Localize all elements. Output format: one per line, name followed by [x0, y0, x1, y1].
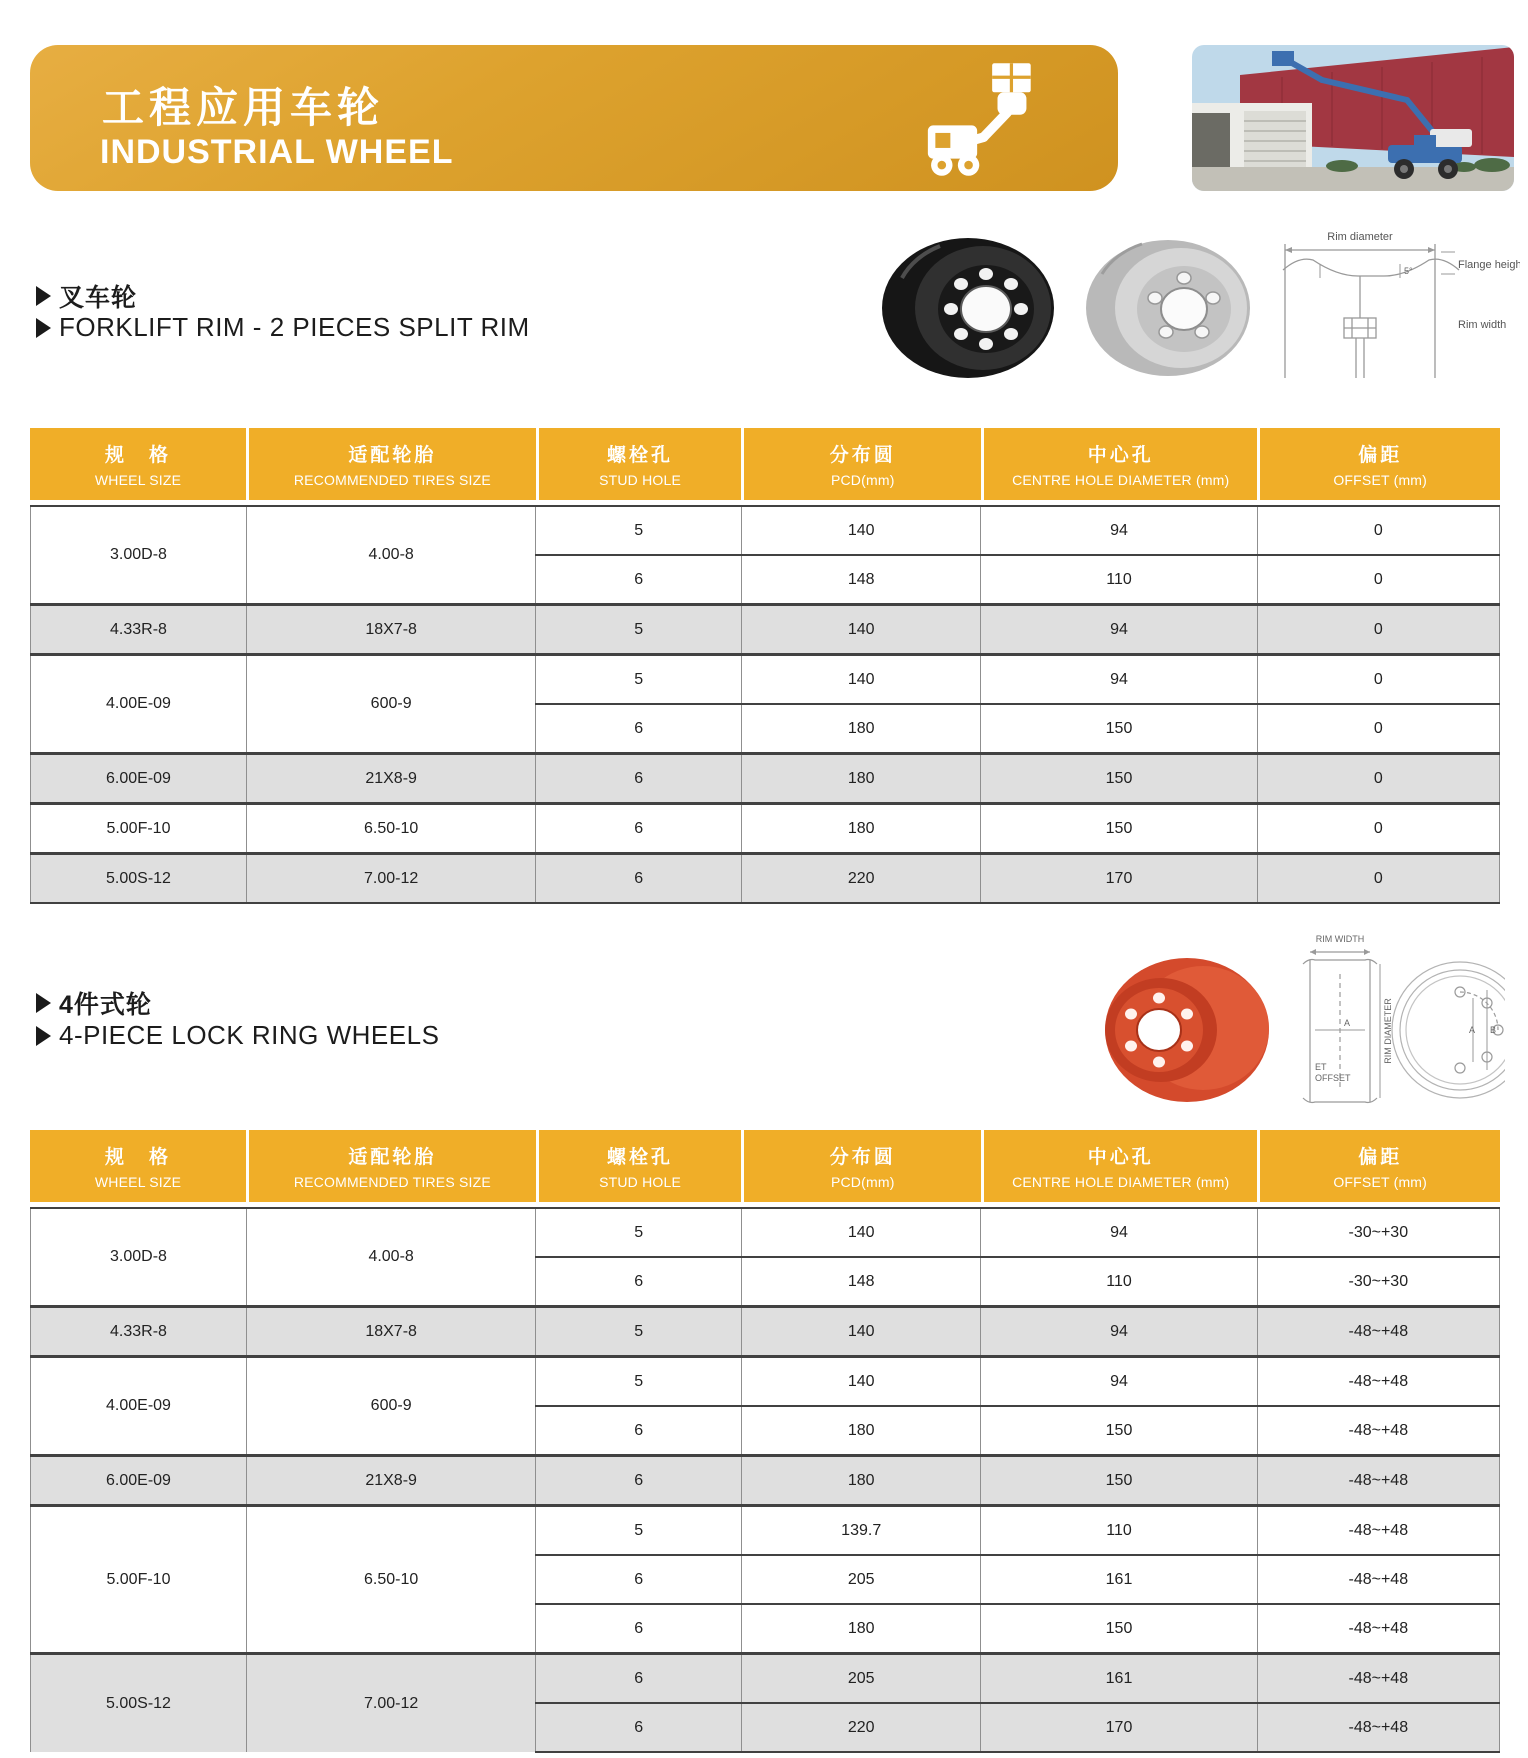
table-row	[31, 1456, 1500, 1506]
tire-size-cell: 600-9	[246, 1357, 535, 1456]
wheel-size-cell: 6.00E-09	[31, 1456, 247, 1506]
tire-size-cell: 6.50-10	[246, 1506, 535, 1654]
centre-hole-cell: 110	[981, 555, 1257, 605]
centre-hole-cell: 170	[981, 854, 1257, 904]
stud-hole-cell: 5	[536, 605, 742, 655]
column-header	[246, 428, 536, 500]
pcd-cell: 180	[741, 1406, 980, 1456]
wheel-size-cell: 5.00F-10	[31, 804, 247, 854]
table-header	[30, 428, 1500, 500]
column-header-zh: 中心孔	[1087, 1147, 1154, 1168]
column-header	[536, 428, 742, 500]
pcd-cell: 220	[741, 854, 980, 904]
rim-width-label: Rim width	[1458, 319, 1507, 331]
dim-b-label: B	[1490, 1025, 1497, 1035]
column-header	[536, 1130, 742, 1202]
tire-size-cell: 6.50-10	[246, 804, 535, 854]
column-header	[981, 1130, 1257, 1202]
pcd-cell: 140	[741, 1307, 980, 1357]
pcd-cell: 180	[741, 754, 980, 804]
centre-hole-cell: 110	[981, 1257, 1257, 1307]
tire-size-cell: 18X7-8	[246, 1307, 535, 1357]
column-header-zh: 偏距	[1358, 1147, 1403, 1168]
centre-hole-cell: 94	[981, 1208, 1257, 1257]
rim-width-label: RIM WIDTH	[1315, 934, 1365, 944]
column-header-en: STUD HOLE	[599, 472, 682, 488]
section2-heading-zh	[36, 985, 152, 1021]
table-row	[31, 506, 1500, 555]
wheel-size-cell: 4.00E-09	[31, 655, 247, 754]
stud-hole-cell: 6	[536, 704, 742, 754]
stud-hole-cell: 5	[536, 506, 742, 555]
offset-cell: -48~+48	[1257, 1555, 1499, 1604]
table-row	[31, 605, 1500, 655]
wheel-size-cell: 5.00F-10	[31, 1506, 247, 1654]
column-header-en: PCD(mm)	[830, 472, 895, 488]
pcd-cell: 180	[741, 1456, 980, 1506]
wheel-size-cell: 5.00S-12	[31, 1654, 247, 1753]
wheel-size-cell: 4.00E-09	[31, 1357, 247, 1456]
offset-cell: -48~+48	[1257, 1703, 1499, 1752]
column-header	[1257, 1130, 1500, 1202]
centre-hole-cell: 94	[981, 1357, 1257, 1407]
pcd-cell: 140	[741, 605, 980, 655]
centre-hole-cell: 94	[981, 655, 1257, 705]
column-header-zh: 螺栓孔	[607, 1147, 674, 1168]
table-row	[31, 1208, 1500, 1257]
stud-hole-cell: 6	[536, 1703, 742, 1752]
tire-size-cell: 21X8-9	[246, 1456, 535, 1506]
offset-cell: 0	[1257, 555, 1499, 605]
column-header-zh: 分布圆	[829, 1147, 896, 1168]
offset-cell: -48~+48	[1257, 1406, 1499, 1456]
dim-a2-label: A	[1469, 1025, 1476, 1035]
table-row	[31, 854, 1500, 904]
centre-hole-cell: 150	[981, 704, 1257, 754]
table-row	[31, 655, 1500, 705]
wheel-size-cell: 5.00S-12	[31, 854, 247, 904]
offset-cell: -48~+48	[1257, 1357, 1499, 1407]
pcd-cell: 180	[741, 704, 980, 754]
stud-hole-cell: 5	[536, 1506, 742, 1556]
column-header-en: RECOMMENDED TIRES SIZE	[293, 1174, 491, 1190]
forklift-rim-table	[30, 428, 1500, 904]
table-row	[31, 1307, 1500, 1357]
wheel-size-cell: 3.00D-8	[31, 1208, 247, 1307]
tire-size-cell: 7.00-12	[246, 854, 535, 904]
column-header	[30, 428, 246, 500]
angle-label: 5°	[1404, 266, 1413, 276]
red-wheel-image	[1105, 958, 1269, 1102]
rim-diameter-label: Rim diameter	[1327, 231, 1393, 243]
offset-cell: -48~+48	[1257, 1307, 1499, 1357]
pcd-cell: 205	[741, 1654, 980, 1704]
pcd-cell: 139.7	[741, 1506, 980, 1556]
pcd-cell: 148	[741, 555, 980, 605]
table-row	[31, 1506, 1500, 1556]
lock-ring-diagram	[1303, 934, 1505, 1103]
pcd-cell: 220	[741, 1703, 980, 1752]
offset-cell: 0	[1257, 605, 1499, 655]
offset-cell: -48~+48	[1257, 1604, 1499, 1654]
centre-hole-cell: 170	[981, 1703, 1257, 1752]
pcd-cell: 180	[741, 1604, 980, 1654]
wheel-size-cell: 4.33R-8	[31, 605, 247, 655]
stud-hole-cell: 6	[536, 1406, 742, 1456]
offset-cell: 0	[1257, 506, 1499, 555]
column-header-en: WHEEL SIZE	[94, 1174, 182, 1190]
centre-hole-cell: 161	[981, 1555, 1257, 1604]
section1-images	[880, 228, 1520, 385]
table-header	[30, 1130, 1500, 1202]
column-header	[741, 1130, 981, 1202]
column-header-zh: 中心孔	[1087, 445, 1154, 466]
centre-hole-cell: 94	[981, 605, 1257, 655]
boom-lift-icon	[910, 59, 1040, 179]
section2-images	[1075, 930, 1505, 1125]
centre-hole-cell: 161	[981, 1654, 1257, 1704]
section1-title-zh: 叉车轮	[59, 284, 138, 312]
stud-hole-cell: 6	[536, 1555, 742, 1604]
centre-hole-cell: 94	[981, 506, 1257, 555]
pcd-cell: 140	[741, 1357, 980, 1407]
column-header-en: PCD(mm)	[830, 1174, 895, 1190]
offset-cell: -30~+30	[1257, 1208, 1499, 1257]
dim-a-label: A	[1344, 1018, 1351, 1028]
offset-cell: -48~+48	[1257, 1456, 1499, 1506]
offset-cell: -48~+48	[1257, 1654, 1499, 1704]
stud-hole-cell: 6	[536, 854, 742, 904]
table-row	[31, 804, 1500, 854]
stud-hole-cell: 6	[536, 555, 742, 605]
tire-size-cell: 18X7-8	[246, 605, 535, 655]
centre-hole-cell: 110	[981, 1506, 1257, 1556]
lock-ring-wheel-table	[30, 1130, 1500, 1753]
triangle-bullet-icon	[36, 286, 51, 306]
table-row	[31, 1357, 1500, 1407]
offset-cell: -48~+48	[1257, 1506, 1499, 1556]
pcd-cell: 140	[741, 506, 980, 555]
offset-cell: 0	[1257, 854, 1499, 904]
offset-cell: -30~+30	[1257, 1257, 1499, 1307]
stud-hole-cell: 5	[536, 1307, 742, 1357]
tire-size-cell: 7.00-12	[246, 1654, 535, 1753]
column-header-zh: 适配轮胎	[348, 1147, 437, 1168]
header-banner	[30, 45, 1118, 191]
section2-title-zh: 4件式轮	[59, 991, 152, 1019]
offset-cell: 0	[1257, 655, 1499, 705]
column-header-zh: 螺栓孔	[607, 445, 674, 466]
stud-hole-cell: 5	[536, 1357, 742, 1407]
black-wheel-image	[882, 238, 1054, 378]
column-header-zh: 分布圆	[829, 445, 896, 466]
stud-hole-cell: 5	[536, 1208, 742, 1257]
stud-hole-cell: 5	[536, 655, 742, 705]
section1-title-en: FORKLIFT RIM - 2 PIECES SPLIT RIM	[59, 312, 530, 342]
column-header-en: WHEEL SIZE	[94, 472, 182, 488]
rim-cross-section-diagram	[1283, 231, 1520, 378]
stud-hole-cell: 6	[536, 754, 742, 804]
offset-cell: 0	[1257, 754, 1499, 804]
section2-heading-en	[36, 1020, 439, 1051]
column-header-en: CENTRE HOLE DIAMETER (mm)	[1012, 472, 1230, 488]
pcd-cell: 140	[741, 655, 980, 705]
column-header-en: CENTRE HOLE DIAMETER (mm)	[1012, 1174, 1230, 1190]
column-header-zh: 适配轮胎	[348, 445, 437, 466]
page-title-en: INDUSTRIAL WHEEL	[100, 133, 454, 171]
pcd-cell: 205	[741, 1555, 980, 1604]
stud-hole-cell: 6	[536, 804, 742, 854]
centre-hole-cell: 150	[981, 1604, 1257, 1654]
pcd-cell: 140	[741, 1208, 980, 1257]
column-header-zh: 偏距	[1358, 445, 1403, 466]
table-row	[31, 754, 1500, 804]
tire-size-cell: 600-9	[246, 655, 535, 754]
triangle-bullet-icon	[36, 318, 51, 338]
section1-heading-en	[36, 312, 530, 343]
wheel-size-cell: 6.00E-09	[31, 754, 247, 804]
column-header-en: OFFSET (mm)	[1333, 1174, 1428, 1190]
column-header-en: OFFSET (mm)	[1333, 472, 1428, 488]
boom-lift-photo	[1192, 45, 1514, 191]
tire-size-cell: 4.00-8	[246, 1208, 535, 1307]
column-header-en: RECOMMENDED TIRES SIZE	[293, 472, 491, 488]
column-header-zh: 规 格	[105, 445, 172, 466]
offset-cell: 0	[1257, 804, 1499, 854]
section1-heading-zh	[36, 278, 137, 314]
pcd-cell: 148	[741, 1257, 980, 1307]
triangle-bullet-icon	[36, 1026, 51, 1046]
offset-cell: 0	[1257, 704, 1499, 754]
triangle-bullet-icon	[36, 993, 51, 1013]
column-header-en: STUD HOLE	[599, 1174, 682, 1190]
wheel-size-cell: 3.00D-8	[31, 506, 247, 605]
column-header	[246, 1130, 536, 1202]
centre-hole-cell: 150	[981, 1406, 1257, 1456]
column-header	[981, 428, 1257, 500]
tire-size-cell: 4.00-8	[246, 506, 535, 605]
column-header	[30, 1130, 246, 1202]
table-row	[31, 1654, 1500, 1704]
stud-hole-cell: 6	[536, 1456, 742, 1506]
stud-hole-cell: 6	[536, 1604, 742, 1654]
tire-size-cell: 21X8-9	[246, 754, 535, 804]
centre-hole-cell: 94	[981, 1307, 1257, 1357]
centre-hole-cell: 150	[981, 804, 1257, 854]
pcd-cell: 180	[741, 804, 980, 854]
silver-wheel-image	[1086, 240, 1250, 376]
page-title-zh: 工程应用车轮	[102, 84, 385, 131]
column-header-zh: 规 格	[105, 1147, 172, 1168]
centre-hole-cell: 150	[981, 754, 1257, 804]
offset-label: OFFSET	[1315, 1073, 1351, 1083]
flange-height-label: Flange height	[1458, 259, 1520, 271]
stud-hole-cell: 6	[536, 1257, 742, 1307]
wheel-size-cell: 4.33R-8	[31, 1307, 247, 1357]
section2-title-en: 4-PIECE LOCK RING WHEELS	[59, 1020, 440, 1050]
column-header	[1257, 428, 1500, 500]
rim-diameter-label: RIM DIAMETER	[1383, 998, 1393, 1064]
centre-hole-cell: 150	[981, 1456, 1257, 1506]
et-label: ET	[1315, 1062, 1327, 1072]
stud-hole-cell: 6	[536, 1654, 742, 1704]
column-header	[741, 428, 981, 500]
